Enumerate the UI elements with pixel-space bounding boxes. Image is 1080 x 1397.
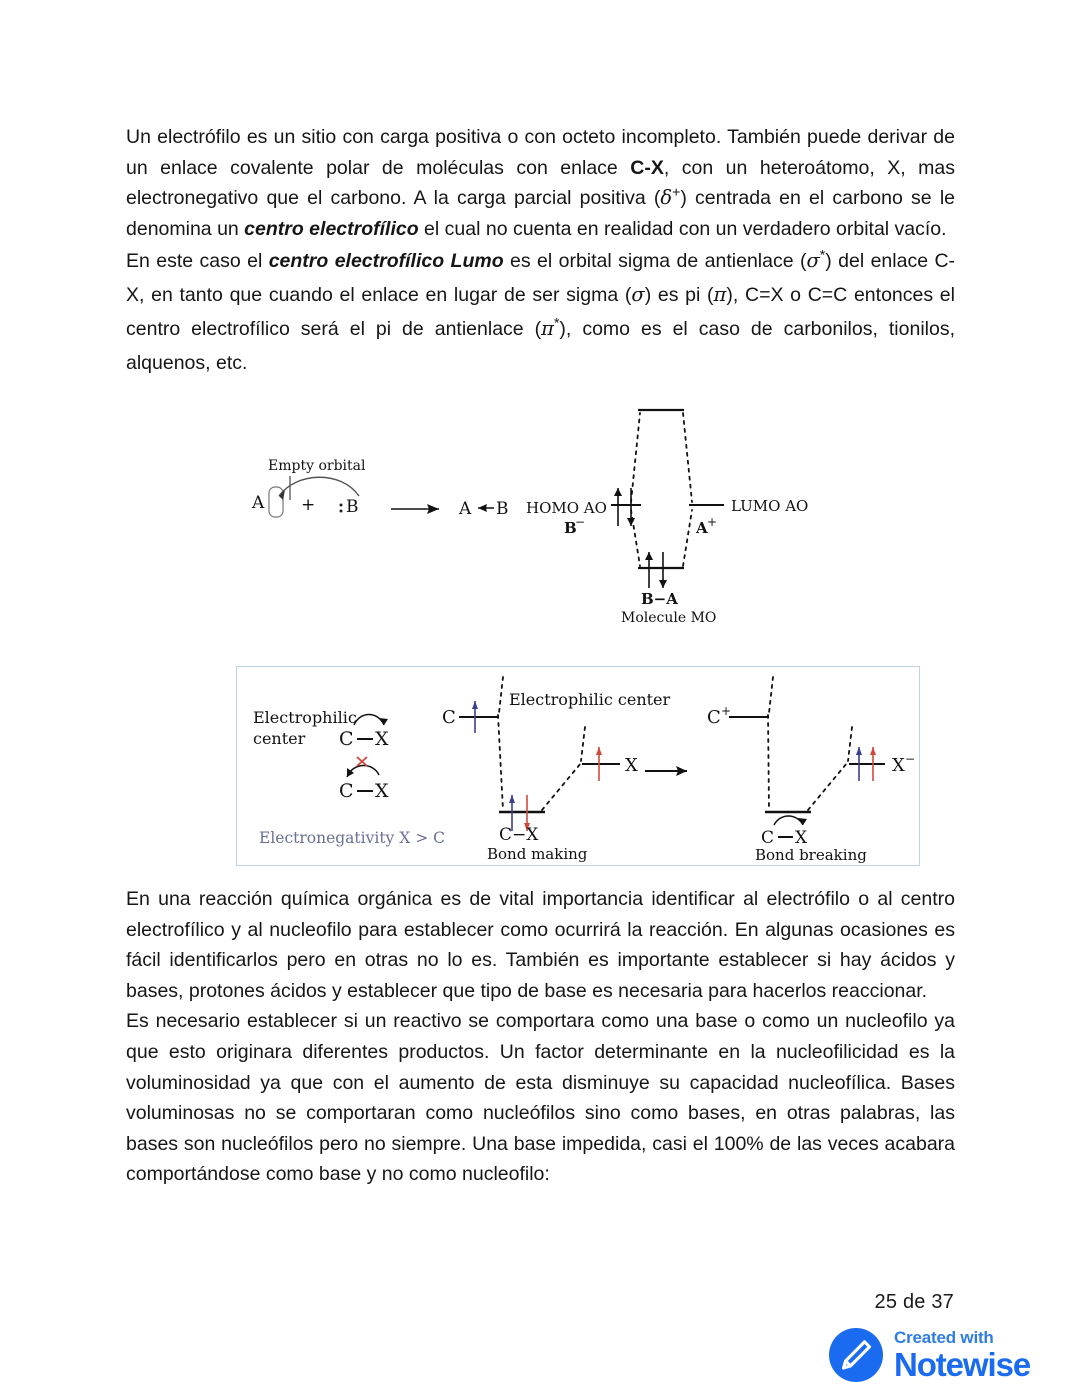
molecule-mo-caption: Molecule MO xyxy=(621,610,717,626)
bondbreaking-cx-c: C xyxy=(761,828,775,848)
paragraph-3: En una reacción química orgánica es de vital importancia identificar al electrófilo o al centro electrofílico y al nucleofilo para establecer como ocurrirá la reacción. En algunas ocasiones es fácil identificarlos pero en otras no lo es. También es importante establecer si hay ácidos y bases, protones ácidos y establecer que tipo de base es necesaria para hacerlos reaccionar. xyxy=(126,888,955,1002)
notewise-branding xyxy=(828,1322,1080,1388)
bondbreaking-cx-x: X xyxy=(795,828,808,848)
p1-text-b: , con un heteroátomo, X, mas electronegativo que el carbono. A la carga parcial positiva ( xyxy=(126,156,955,210)
left-electrophilic-line1: Electrophilic xyxy=(253,708,357,727)
figure-electrophilic-center-box xyxy=(236,666,920,866)
left-electrophilic-line2: center xyxy=(253,729,306,748)
empty-orbital-label: Empty orbital xyxy=(268,458,366,474)
lumo-ao-label: LUMO AO xyxy=(731,497,809,515)
plus-sign: + xyxy=(301,495,316,515)
pencil-circle-icon xyxy=(828,1327,884,1383)
bondmaking-caption: Bond making xyxy=(487,845,588,863)
p2-text-e: ), C=X o C=C entonces el centro electrofílico será el pi de antienlace ( xyxy=(126,284,955,341)
p2-sigma-symbol: σ xyxy=(631,283,645,307)
p2-text-a: En este caso el xyxy=(126,250,269,273)
p2-star-1: * xyxy=(819,246,826,263)
p1-text-c: ) centrada en el carbono se le denomina un xyxy=(126,187,955,240)
product-b-label: B xyxy=(496,499,509,519)
forbidden-x-mark xyxy=(357,757,367,766)
created-with-label: Created with xyxy=(894,1328,994,1347)
cx-top-x: X xyxy=(375,728,389,750)
page-text-content-lower xyxy=(126,884,955,1190)
homo-charge-label: − xyxy=(575,515,586,529)
molecule-mo-formula: B−A xyxy=(641,590,678,608)
notewise-wordmark xyxy=(894,1329,1030,1381)
bondmaking-cx-formula: C−X xyxy=(499,825,539,845)
p2-bolditalic-centro-electrofilico-lumo: centro electrofílico Lumo xyxy=(268,250,504,273)
lumo-species-label: A xyxy=(696,519,708,537)
bondbreaking-x-label: X xyxy=(892,755,905,776)
p1-delta-symbol: δ xyxy=(660,186,673,210)
page-number: 25 de 37 xyxy=(874,1291,954,1313)
electronegativity-note: Electronegativity X > C xyxy=(259,829,445,847)
homo-species-label: B xyxy=(564,519,577,537)
product-a-label: A xyxy=(459,499,472,519)
p2-text-f: ), como es el caso de carbonilos, tionilos, alquenos, etc. xyxy=(126,318,956,375)
p2-pi-star-symbol: π xyxy=(541,317,554,341)
p2-star-2: * xyxy=(553,314,560,331)
cx-top-c: C xyxy=(339,728,354,750)
p2-text-c: ) del enlace C-X, en tanto que cuando el enlace en lugar de ser sigma ( xyxy=(126,250,956,307)
bondbreaking-c-plus-sup: + xyxy=(721,704,732,718)
paragraph-2 xyxy=(126,244,955,380)
p2-text-d: ) es pi ( xyxy=(644,284,714,307)
cx-bottom-x: X xyxy=(375,780,389,802)
page-text-content xyxy=(126,122,955,380)
bondbreaking-x-sup: − xyxy=(905,752,916,766)
p1-bolditalic-centro-electrofilico: centro electrofílico xyxy=(244,217,419,240)
p1-delta-superscript: + xyxy=(672,183,681,200)
center-electrophilic-label: Electrophilic center xyxy=(509,690,671,709)
p1-text-a: Un electrófilo es un sitio con carga positiva o con octeto incompleto. También puede derivar de un enlace covalente polar de moléculas con enlace xyxy=(126,126,955,179)
bondmaking-x-label: X xyxy=(625,755,638,776)
p2-pi-symbol: π xyxy=(713,283,727,307)
atom-b-label: B xyxy=(346,497,359,517)
bondbreaking-caption: Bond breaking xyxy=(755,846,867,864)
p1-bold-cx: C-X xyxy=(630,156,664,179)
p1-text-d: el cual no cuenta en realidad con un verdadero orbital vacío. xyxy=(418,217,947,240)
notewise-name: Notewise xyxy=(894,1346,1031,1383)
homo-ao-label: HOMO AO xyxy=(526,499,607,517)
lumo-charge-label: + xyxy=(707,515,718,529)
figure-molecular-orbital-diagram xyxy=(246,392,846,637)
paragraph-1 xyxy=(126,122,955,244)
atom-a-label: A xyxy=(252,493,265,513)
cx-bottom-c: C xyxy=(339,780,354,802)
paragraph-4: Es necesario establecer si un reactivo se comportara como una base o como un nucleofilo ya que esto originara diferentes productos. Un factor determinante en la nucleofilicidad es la voluminosidad ya que con el aumento de esta disminuye su capacidad nucleofílica. Bases voluminosas no se comportaran como nucleófilos sino como bases, en otras palabras, las bases son nucleófilos pero no siempre. Una base impedida, casi el 100% de las veces acabara comportándose como base y no como nucleofilo: xyxy=(126,1010,955,1186)
p2-sigma-star-symbol: σ xyxy=(806,249,820,273)
bondbreaking-c-plus: C xyxy=(707,707,721,728)
bondmaking-c-label: C xyxy=(442,707,456,728)
p2-text-b: es el orbital sigma de antienlace ( xyxy=(503,250,807,273)
